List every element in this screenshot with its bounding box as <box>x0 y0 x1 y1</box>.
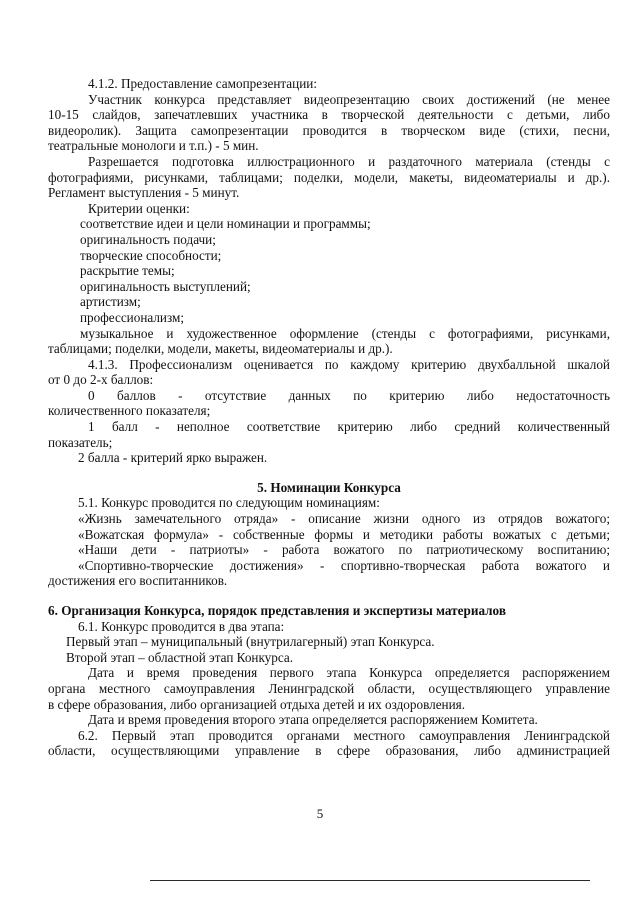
paragraph-line: 5.1. Конкурс проводится по следующим номинациям: <box>78 495 380 511</box>
nomination-item: «Наши дети - патриоты» - работа вожатого по патриотическому воспитанию; <box>78 542 610 558</box>
criteria-item: творческие способности; <box>80 247 222 263</box>
page-number: 5 <box>316 806 324 821</box>
document-body <box>48 76 610 759</box>
paragraph-line: Участник конкурса представляет видеопрезентацию своих достижений (не менее <box>88 91 610 107</box>
paragraph-line: таблицами; поделки, модели, макеты, видеоматериалы и др.). <box>48 341 393 357</box>
paragraph-line: театральные монологи и т.п.) - 5 мин. <box>48 138 259 154</box>
paragraph-line: музыкальное и художественное оформление (стенды с фотографиями, рисунками, <box>80 325 610 341</box>
paragraph-line: в сфере образования, либо организацией отдыха детей и их оздоровления. <box>48 696 466 712</box>
criteria-item: соответствие идеи и цели номинации и программы; <box>80 216 371 232</box>
paragraph-line: 4.1.3. Профессионализм оценивается по каждому критерию двухбалльной шкалой <box>88 356 610 372</box>
section-title-6: 6. Организация Конкурса, порядок представления и экспертизы материалов <box>48 603 506 618</box>
score-line: 0 баллов - отсутствие данных по критерию либо недостаточность <box>88 387 610 403</box>
nomination-item: «Спортивно-творческие достижения» - спортивно-творческая работа вожатого и <box>78 557 610 573</box>
stage-item: Первый этап – муниципальный (внутрилагерный) этап Конкурса. <box>66 634 435 650</box>
paragraph-line: 6.2. Первый этап проводится органами местного самоуправления Ленинградской <box>78 727 610 743</box>
score-line: количественного показателя; <box>48 403 211 419</box>
score-line: 1 балл - неполное соответствие критерию либо средний количественный <box>88 419 610 435</box>
paragraph-line: области, осуществляющими управление в сфере образования, либо администрацией <box>48 743 610 759</box>
paragraph-line: от 0 до 2-х баллов: <box>48 372 154 388</box>
section-title-5: 5. Номинации Конкурса <box>257 479 401 495</box>
paragraph-line: Разрешается подготовка иллюстрационного и раздаточного материала (стенды с <box>88 153 610 169</box>
criteria-item: профессионализм; <box>80 309 185 325</box>
stage-item: Второй этап – областной этап Конкурса. <box>66 649 294 665</box>
paragraph-line: видеоролик). Защита самопрезентации проводится в творческом виде (стихи, песни, <box>48 122 610 138</box>
paragraph-line: достижения его воспитанников. <box>48 573 228 589</box>
bottom-rule <box>150 880 590 881</box>
paragraph-line: органа местного самоуправления Ленинградской области, осуществляющего управление <box>48 680 610 696</box>
criteria-item: раскрытие темы; <box>80 263 175 279</box>
section-heading-4-1-2: 4.1.2. Предоставление самопрезентации: <box>88 76 317 91</box>
paragraph-line: 6.1. Конкурс проводится в два этапа: <box>78 618 285 634</box>
criteria-item: оригинальность выступлений; <box>80 278 251 294</box>
paragraph-line: Регламент выступления - 5 минут. <box>48 185 240 201</box>
criteria-item: оригинальность подачи; <box>80 231 216 247</box>
criteria-item: артистизм; <box>80 294 141 310</box>
paragraph-line: 10-15 слайдов, запечатлевших участника в творческой деятельности с детьми, либо <box>48 107 610 123</box>
nomination-item: «Жизнь замечательного отряда» - описание жизни одного из отрядов вожатого; <box>78 511 610 527</box>
paragraph-line: Дата и время проведения первого этапа Конкурса определяется распоряжением <box>88 665 610 681</box>
paragraph-line: фотографиями, рисунками, таблицами; поделки, модели, макеты, видеоматериалы и др.). <box>48 169 610 185</box>
paragraph-line: Дата и время проведения второго этапа определяется распоряжением Комитета. <box>88 712 538 728</box>
nomination-item: «Вожатская формула» - собственные формы и методики работы вожатых с детьми; <box>78 526 610 542</box>
score-line: 2 балла - критерий ярко выражен. <box>78 450 268 466</box>
criteria-title: Критерии оценки: <box>88 200 190 216</box>
score-line: показатель; <box>48 434 113 450</box>
